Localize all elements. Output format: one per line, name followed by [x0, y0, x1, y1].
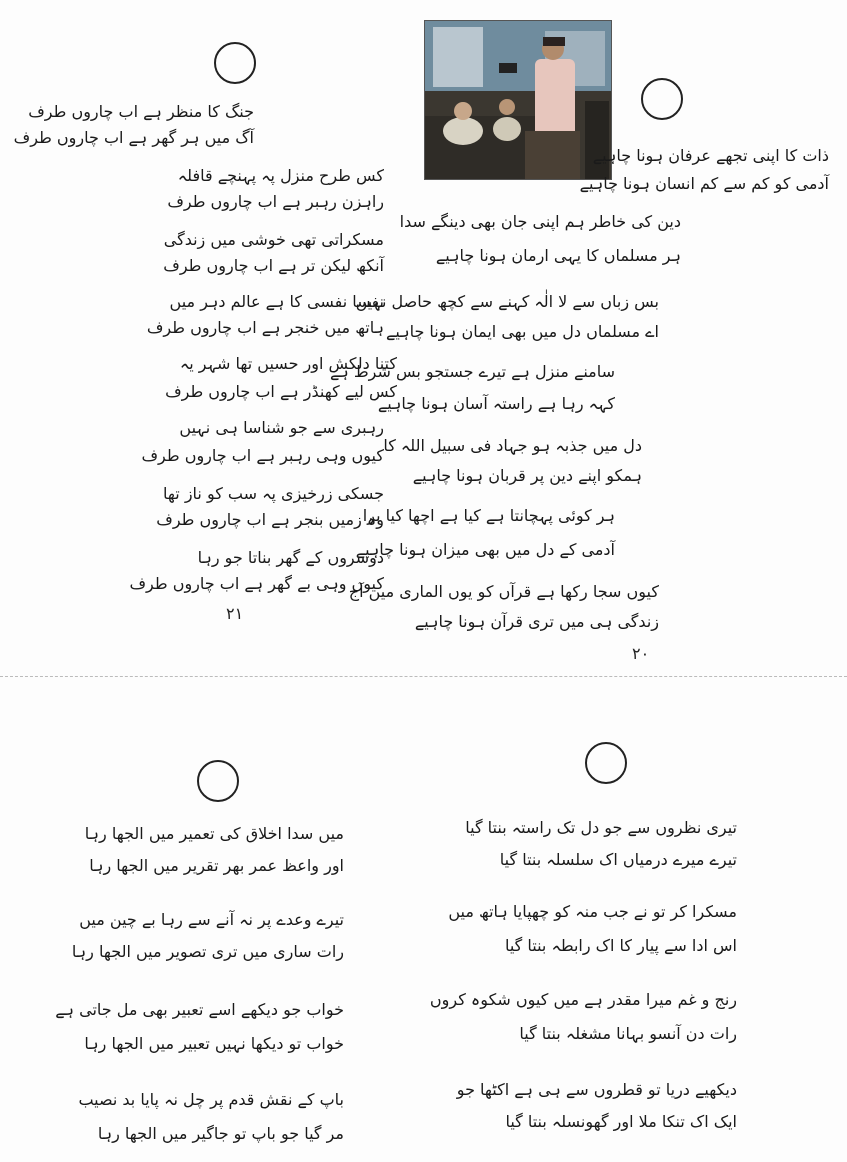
poem-line: نفسا نفسی کا ہے عالم دہر میں — [169, 292, 384, 311]
poem-line: اے مسلماں دل میں بھی ایمان ہونا چاہیے — [385, 322, 659, 341]
poem-line: مر گیا جو باپ تو جاگیر میں الجھا رہا — [97, 1124, 344, 1143]
poem-line: دیکھیے دریا تو قطروں سے ہی ہے اکٹھا جو — [456, 1080, 737, 1099]
poem-line: رات ساری میں تری تصویر میں الجھا رہا — [71, 942, 344, 961]
poem-line: دین کی خاطر ہم اپنی جان بھی دینگے سدا — [399, 212, 681, 231]
page-number: ۲۱ — [226, 604, 244, 623]
page-circle-bottom-right — [585, 742, 627, 784]
poem-line: کیوں سجا رکھا ہے قرآں کو یوں الماری میں آج — [348, 582, 659, 601]
poem-line: اور واعظ عمر بھر تقریر میں الجھا رہا — [89, 856, 344, 875]
poem-line: میں سدا اخلاق کی تعمیر میں الجھا رہا — [84, 824, 344, 843]
poem-line: زندگی ہی میں تری قرآن ہونا چاہیے — [414, 612, 659, 631]
poem-line: رہبری سے جو شناسا ہی نہیں — [179, 418, 384, 437]
poem-line: دل میں جذبہ ہو جہاد فی سبیل اللہ کا — [383, 436, 642, 455]
page-circle-top-right — [641, 78, 683, 120]
page-circle-bottom-left — [197, 760, 239, 802]
poem-line: خواب جو دیکھے اسے تعبیر بھی مل جاتی ہے — [55, 1000, 344, 1019]
poem-line: کس لیے کھنڈر ہے اب چاروں طرف — [165, 382, 397, 401]
poem-line: تیرے وعدے پر نہ آنے سے رہا بے چین میں — [79, 910, 344, 929]
poem-line: رنج و غم میرا مقدر ہے میں کیوں شکوہ کروں — [429, 990, 737, 1009]
poem-line: ہر مسلماں کا یہی ارمان ہونا چاہیے — [435, 246, 681, 265]
poem-line: مسکرا کر تو نے جب منہ کو چھپایا ہاتھ میں — [448, 902, 737, 921]
poem-line: مسکراتی تھی خوشی میں زندگی — [163, 230, 384, 249]
speaker-photo — [424, 20, 612, 180]
poem-line: ہمکو اپنے دین پر قربان ہونا چاہیے — [412, 466, 642, 485]
poem-line: باپ کے نقش قدم پر چل نہ پایا بد نصیب — [78, 1090, 344, 1109]
poem-line: جسکی زرخیزی پہ سب کو ناز تھا — [163, 484, 384, 503]
poem-line: بس زباں سے لا الٰہ کہنے سے کچھ حاصل نہیں — [355, 292, 659, 311]
poem-line: کیوں وہی بے گھر ہے اب چاروں طرف — [129, 574, 384, 593]
poem-line: رات دن آنسو بہانا مشغلہ بنتا گیا — [519, 1024, 737, 1043]
poem-line: آگ میں ہر گھر ہے اب چاروں طرف — [13, 128, 254, 147]
poem-line: جنگ کا منظر ہے اب چاروں طرف — [28, 102, 254, 121]
poem-line: تیرے میرے درمیاں اک سلسلہ بنتا گیا — [499, 850, 737, 869]
poem-line: خواب تو دیکھا نہیں تعبیر میں الجھا رہا — [84, 1034, 344, 1053]
poem-line: راہزن رہبر ہے اب چاروں طرف — [167, 192, 384, 211]
poem-line: کس طرح منزل پہ پہنچے قافلہ — [177, 166, 384, 185]
poem-line: اس ادا سے پیار کا اک رابطہ بنتا گیا — [504, 936, 737, 955]
page-circle-top-left — [214, 42, 256, 84]
page-divider — [0, 676, 847, 677]
poem-line: کہہ رہا ہے راستہ آسان ہونا چاہیے — [377, 394, 615, 413]
page-number: ۲۰ — [632, 644, 650, 663]
poem-line: ہر کوئی پہچانتا ہے کیا ہے اچھا کیا برا — [362, 506, 615, 525]
poem-line: کیوں وہی رہبر ہے اب چاروں طرف — [141, 446, 384, 465]
poem-line: ہاتھ میں خنجر ہے اب چاروں طرف — [146, 318, 384, 337]
poem-line: آدمی کے دل میں بھی میزان ہونا چاہیے — [355, 540, 615, 559]
poem-line: دوسروں کے گھر بناتا جو رہا — [197, 548, 384, 567]
poem-line: ذات کا اپنی تجھے عرفان ہونا چاہیے — [592, 146, 829, 165]
poem-line: وہ زمیں بنجر ہے اب چاروں طرف — [156, 510, 384, 529]
poem-line: سامنے منزل ہے تیرے جستجو بس شرط ہے — [330, 362, 615, 381]
poem-line: تیری نظروں سے جو دل تک راستہ بنتا گیا — [465, 818, 737, 837]
poem-line: ایک اک تنکا ملا اور گھونسلہ بنتا گیا — [505, 1112, 737, 1131]
poem-line: آنکھ لیکن تر ہے اب چاروں طرف — [163, 256, 384, 275]
poem-line: آدمی کو کم سے کم انسان ہونا چاہیے — [579, 174, 829, 193]
poem-line: کتنا دلکش اور حسیں تھا شہر یہ — [179, 354, 397, 373]
